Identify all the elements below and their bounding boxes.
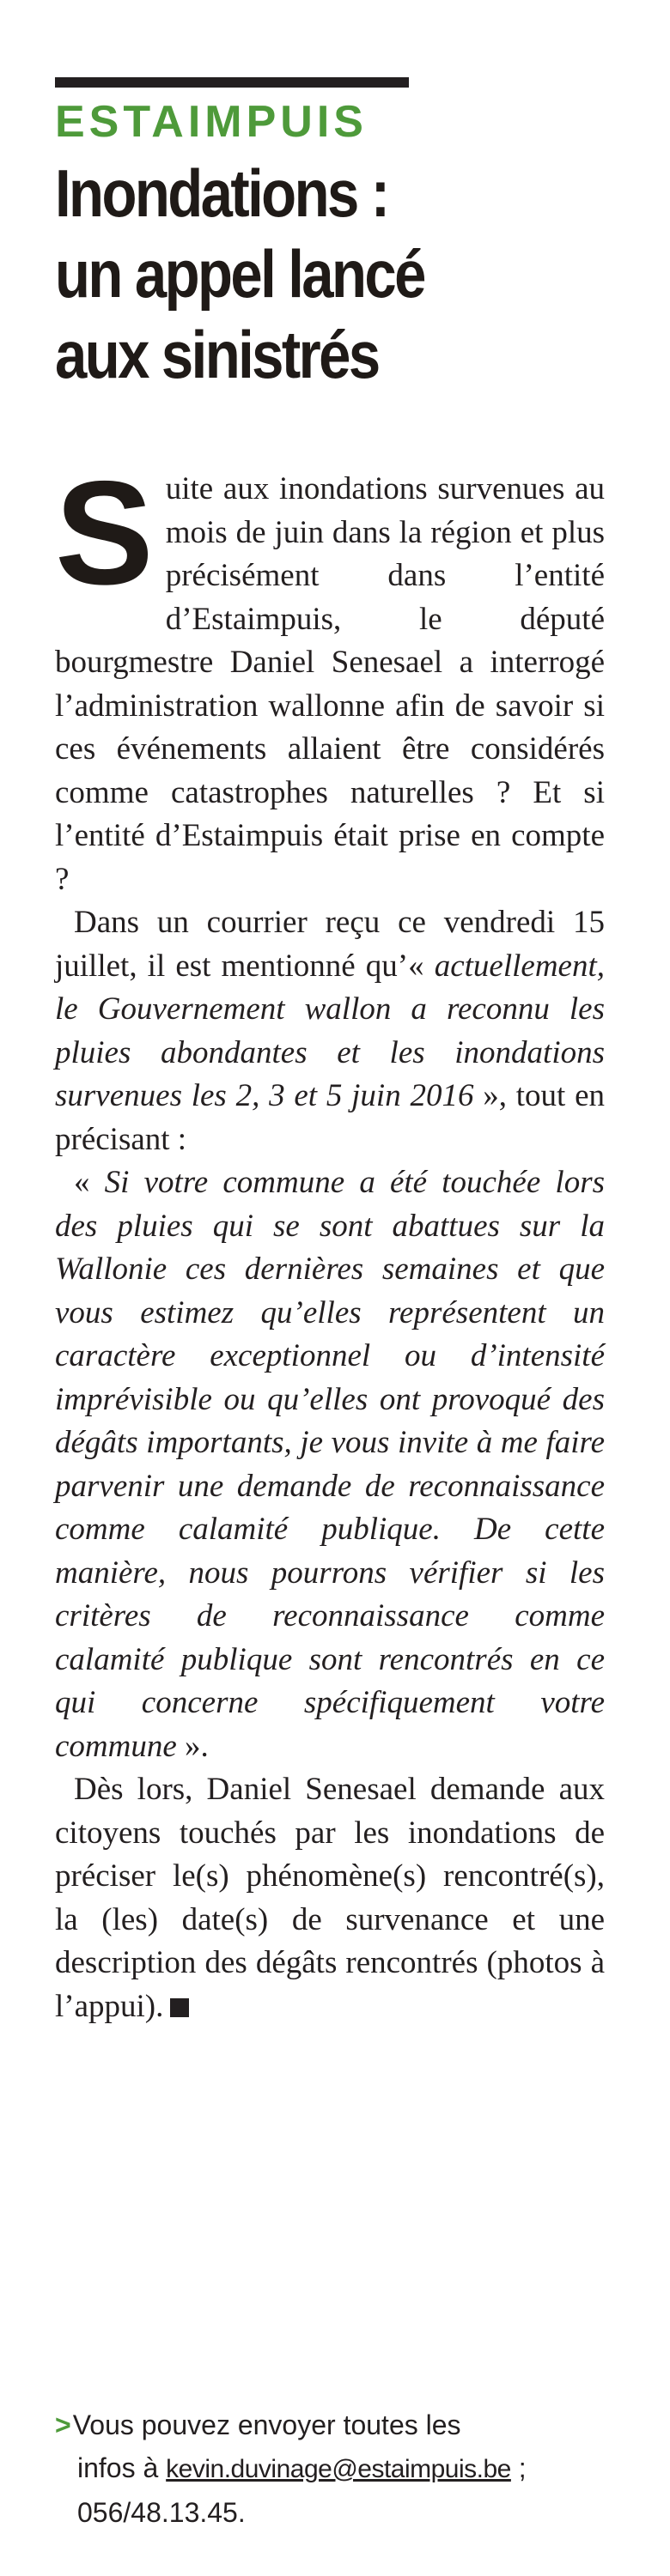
paragraph-2-after: », tout en précisant :	[55, 1078, 606, 1157]
paragraph-2-before: Dans un courrier reçu ce vendredi 15 juillet, il est mentionné qu’«	[55, 905, 605, 984]
headline	[55, 153, 543, 395]
info-line-2-suffix: ;	[510, 2452, 527, 2483]
paragraph-3-close: ».	[176, 1728, 209, 1764]
article-body	[55, 451, 606, 2028]
end-mark-icon	[170, 1998, 189, 2017]
paragraph-4	[55, 1768, 605, 2028]
info-line-1	[55, 2403, 613, 2446]
paragraph-3-quote: Si votre commune a été touchée lors des pluies qui se sont abattues sur la Wallonie ces dernières semaines et que vous estimez qu’elles représentent un caractère exceptionnel ou d’intensité imprévisible ou qu’elles ont provoqué des dégâts importants, je vous invite à me faire parvenir une demande de reconnaissance comme calamité publique. De cette manière, nous pourrons vérifier si les critères de reconnaissance comme calamité publique sont rencontrés en ce qui concerne spécifiquement votre commune	[55, 1165, 606, 1764]
headline-line-2: un appel lancé	[55, 236, 424, 312]
info-line-2-prefix: infos à	[77, 2452, 167, 2483]
top-rule	[55, 77, 409, 88]
paragraph-4-text: Dès lors, Daniel Senesael demande aux citoyens touchés par les inondations de préciser le(s) phénomène(s) rencontré(s), la (les) date(s) de survenance et une description des dégâts rencontrés (photos à l’appui).	[55, 1772, 605, 2024]
headline-line-1: Inondations :	[55, 155, 388, 231]
info-line-1-text: Vous pouvez envoyer toutes les	[72, 2409, 461, 2440]
paragraph-2	[55, 901, 605, 1161]
paragraph-1-text: uite aux inondations survenues au mois de juin dans la région et plus précisément dans l’entité d’Estaimpuis, le député bourgmestre Daniel Senesael a interrogé l’administration wallonne afin de savoir si ces événements allaient être considérés comme catastrophes naturelles ? Et si l’entité d’Estaimpuis était prise en compte ?	[55, 471, 605, 897]
info-line-2	[55, 2446, 613, 2491]
headline-line-3: aux sinistrés	[55, 317, 379, 392]
phone-number: 056/48.13.45.	[77, 2497, 246, 2528]
email-link[interactable]: kevin.duvinage@estaimpuis.be	[166, 2455, 511, 2483]
dropcap: S	[55, 451, 154, 615]
arrow-icon: >	[55, 2409, 71, 2440]
paragraph-2-quote: actuellement, le Gouvernement wallon a reconnu les pluies abondantes et les inondations survenues les 2, 3 et 5 juin 2016	[55, 948, 605, 1113]
paragraph-3	[55, 1161, 605, 1768]
paragraph-3-open: «	[74, 1165, 105, 1200]
kicker: ESTAIMPUIS	[55, 97, 368, 147]
paragraph-1	[55, 451, 605, 901]
info-box	[55, 2403, 613, 2534]
